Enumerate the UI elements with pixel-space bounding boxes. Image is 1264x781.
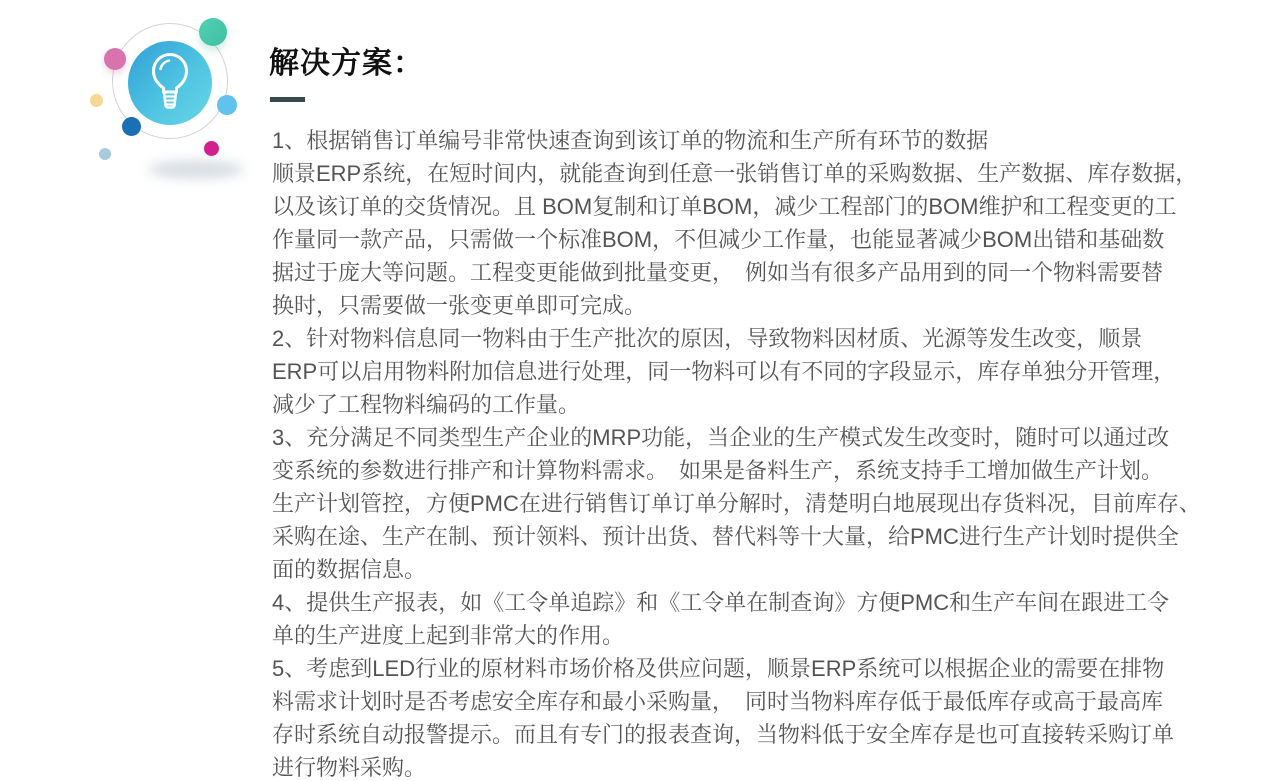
text-line: 料需求计划时是否考虑安全库存和最小采购量， 同时当物料库存低于最低库存或高于最高库: [272, 689, 1164, 714]
text-line: 2、针对物料信息同一物料由于生产批次的原因，导致物料因材质、光源等发生改变，顺景: [272, 326, 1143, 351]
text-line: ERP可以启用物料附加信息进行处理，同一物料可以有不同的字段显示，库存单独分开管理，: [272, 359, 1176, 384]
text-line: 顺景ERP系统，在短时间内，就能查询到任意一张销售订单的采购数据、生产数据、库存数据，: [272, 161, 1198, 186]
text-line: 采购在途、生产在制、预计领料、预计出货、替代料等十大量，给PMC进行生产计划时提供全: [272, 524, 1179, 549]
text-line: 生产计划管控，方便PMC在进行销售订单订单分解时，清楚明白地展现出存货料况，目前库存、: [272, 491, 1201, 516]
text-line: 单的生产进度上起到非常大的作用。: [272, 623, 625, 648]
title-underline: [270, 97, 305, 102]
text-line: 面的数据信息。: [272, 557, 427, 582]
text-line: 变系统的参数进行排产和计算物料需求。 如果是备料生产，系统支持手工增加做生产计划。: [272, 458, 1164, 483]
text-line: 以及该订单的交货情况。且 BOM复制和订单BOM，减少工程部门的BOM维护和工程变更的工: [272, 194, 1177, 219]
text-line: 据过于庞大等问题。工程变更能做到批量变更， 例如当有很多产品用到的同一个物料需要替: [272, 260, 1164, 285]
text-line: 减少了工程物料编码的工作量。: [272, 392, 581, 417]
solution-text: [272, 124, 1212, 781]
text-line: 换时，只需要做一张变更单即可完成。: [272, 293, 647, 318]
text-line: 作量同一款产品，只需做一个标准BOM，不但减少工作量，也能显著减少BOM出错和基础数: [272, 227, 1165, 252]
text-line: 5、考虑到LED行业的原材料市场价格及供应问题，顺景ERP系统可以根据企业的需要在排物: [272, 656, 1165, 681]
page-title: 解决方案：: [269, 47, 424, 80]
text-line: 存时系统自动报警提示。而且有专门的报表查询，当物料低于安全库存是也可直接转采购订单: [272, 722, 1175, 747]
text-line: 4、提供生产报表，如《工令单追踪》和《工令单在制查询》方便PMC和生产车间在跟进工令: [272, 590, 1170, 615]
text-line: 1、根据销售订单编号非常快速查询到该订单的物流和生产所有环节的数据: [272, 128, 989, 153]
text-line: 3、充分满足不同类型生产企业的MRP功能，当企业的生产模式发生改变时，随时可以通过改: [272, 425, 1170, 450]
text-line: 进行物料采购。: [272, 755, 427, 780]
